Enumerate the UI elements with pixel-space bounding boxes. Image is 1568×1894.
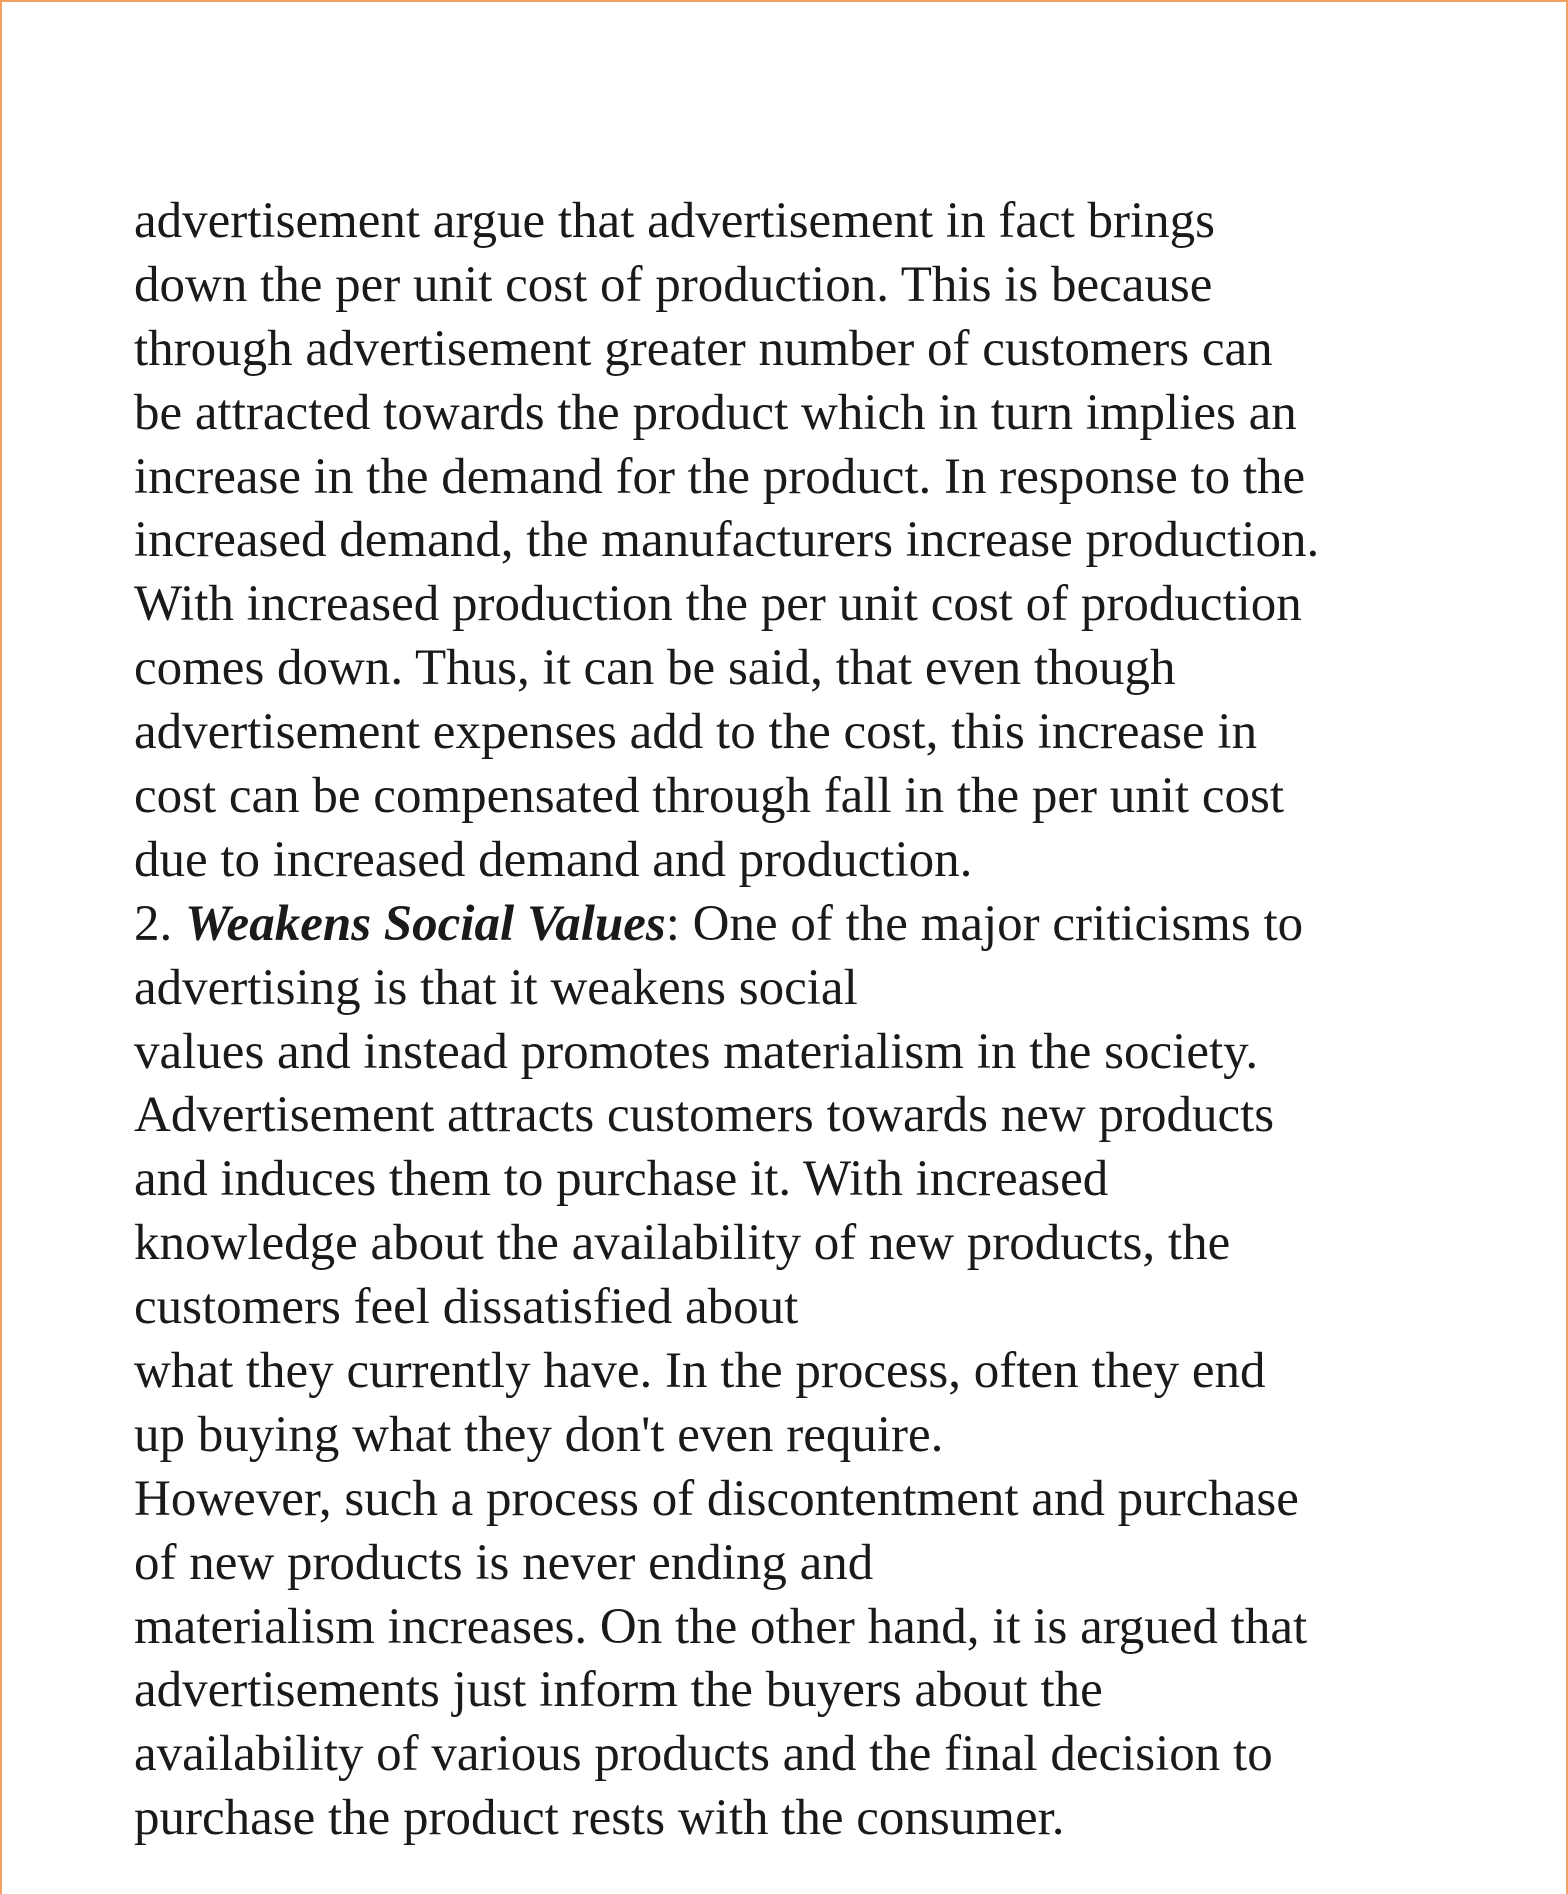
text-line: advertisement argue that advertisement in fact brings	[134, 193, 1216, 249]
text-line: purchase the product rests with the consumer.	[134, 1790, 1065, 1847]
text-line: of new products is never ending and	[134, 1534, 874, 1591]
text-line: advertising is that it weakens social	[134, 959, 858, 1016]
point-2-number: 2.	[134, 895, 185, 952]
text-line: increase in the demand for the product. In response to the	[134, 448, 1306, 505]
text-line: down the per unit cost of production. This is because	[134, 256, 1213, 313]
text-line: cost can be compensated through fall in the per unit cost	[134, 768, 1284, 825]
text-line: availability of various products and the final decision to	[134, 1726, 1273, 1783]
text-line: due to increased demand and production.	[134, 831, 973, 888]
text-line: up buying what they don't even require.	[134, 1406, 944, 1463]
text-line: Advertisement attracts customers towards new products	[134, 1087, 1275, 1144]
text-line: knowledge about the availability of new products, the	[134, 1215, 1231, 1272]
point-2-line	[134, 893, 1464, 957]
text-line: materialism increases. On the other hand, it is argued that	[134, 1598, 1308, 1655]
text-line: comes down. Thus, it can be said, that even though	[134, 640, 1176, 697]
point-2-text: : One of the major criticisms to	[665, 895, 1304, 952]
text-line: be attracted towards the product which in turn implies an	[134, 384, 1297, 441]
text-line: advertisements just inform the buyers about the	[134, 1662, 1103, 1719]
text-line: through advertisement greater number of customers can	[134, 320, 1273, 377]
text-line: what they currently have. In the process, often they end	[134, 1343, 1266, 1400]
text-line: increased demand, the manufacturers increase production.	[134, 512, 1320, 569]
text-line: and induces them to purchase it. With increased	[134, 1151, 1109, 1208]
text-line: values and instead promotes materialism in the society.	[134, 1023, 1259, 1080]
text-line: advertisement expenses add to the cost, this increase in	[134, 704, 1258, 761]
text-line: However, such a process of discontentment and purchase	[134, 1470, 1299, 1527]
body-text	[134, 190, 1464, 1851]
text-line: customers feel dissatisfied about	[134, 1279, 799, 1336]
point-2-heading: Weakens Social Values	[185, 895, 666, 952]
text-line: With increased production the per unit cost of production	[134, 576, 1302, 633]
